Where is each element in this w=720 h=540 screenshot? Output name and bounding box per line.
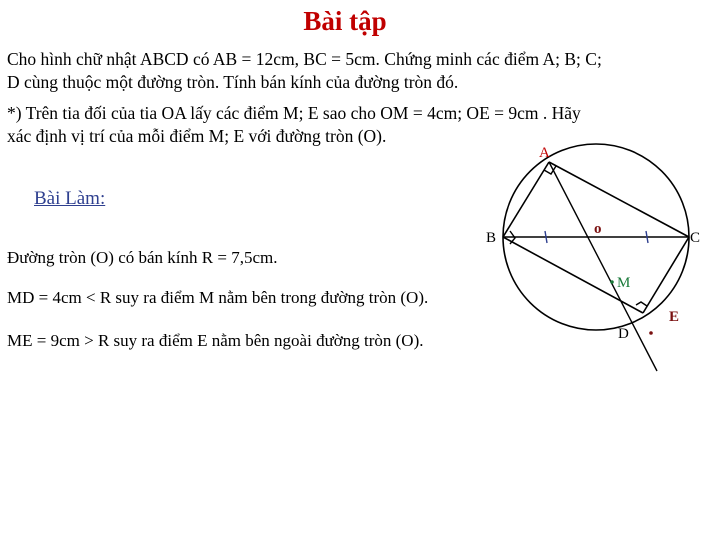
label-b: B [486, 230, 497, 246]
segment-ac [549, 162, 689, 237]
problem-line-2: D cùng thuộc một đường tròn. Tính bán kính của đường tròn đó. [7, 72, 459, 92]
ray-ao [549, 162, 657, 371]
segment-cd [643, 237, 689, 313]
tick-bo [545, 231, 547, 243]
label-o: o [594, 221, 602, 237]
segment-ab [503, 162, 549, 237]
problem-line-3: *) Trên tia đối của tia OA lấy các điểm M; E sao cho OM = 4cm; OE = 9cm . Hãy [7, 103, 581, 123]
label-m: M [617, 275, 631, 291]
radius-line: Đường tròn (O) có bán kính R = 7,5cm. [7, 248, 278, 267]
problem-line-1: Cho hình chữ nhật ABCD có AB = 12cm, BC = 5cm. Chứng minh các điểm A; B; C; [7, 49, 602, 69]
label-a: A [539, 145, 550, 161]
label-d: D [618, 326, 629, 342]
label-e: E [669, 309, 680, 325]
point-e [649, 331, 653, 335]
problem-line-4: xác định vị trí của mỗi điểm M; E với đường tròn (O). [7, 126, 387, 146]
md-line: MD = 4cm < R suy ra điểm M nằm bên trong đường tròn (O). [7, 288, 429, 307]
tick-oc [646, 231, 648, 243]
solution-heading: Bài Làm: [34, 188, 106, 209]
right-angle-d [636, 302, 647, 306]
me-line: ME = 9cm > R suy ra điểm E nằm bên ngoài đường tròn (O). [7, 331, 424, 350]
point-m [610, 280, 614, 284]
page-title: Bài tập [303, 6, 387, 36]
label-c: C [690, 230, 701, 246]
